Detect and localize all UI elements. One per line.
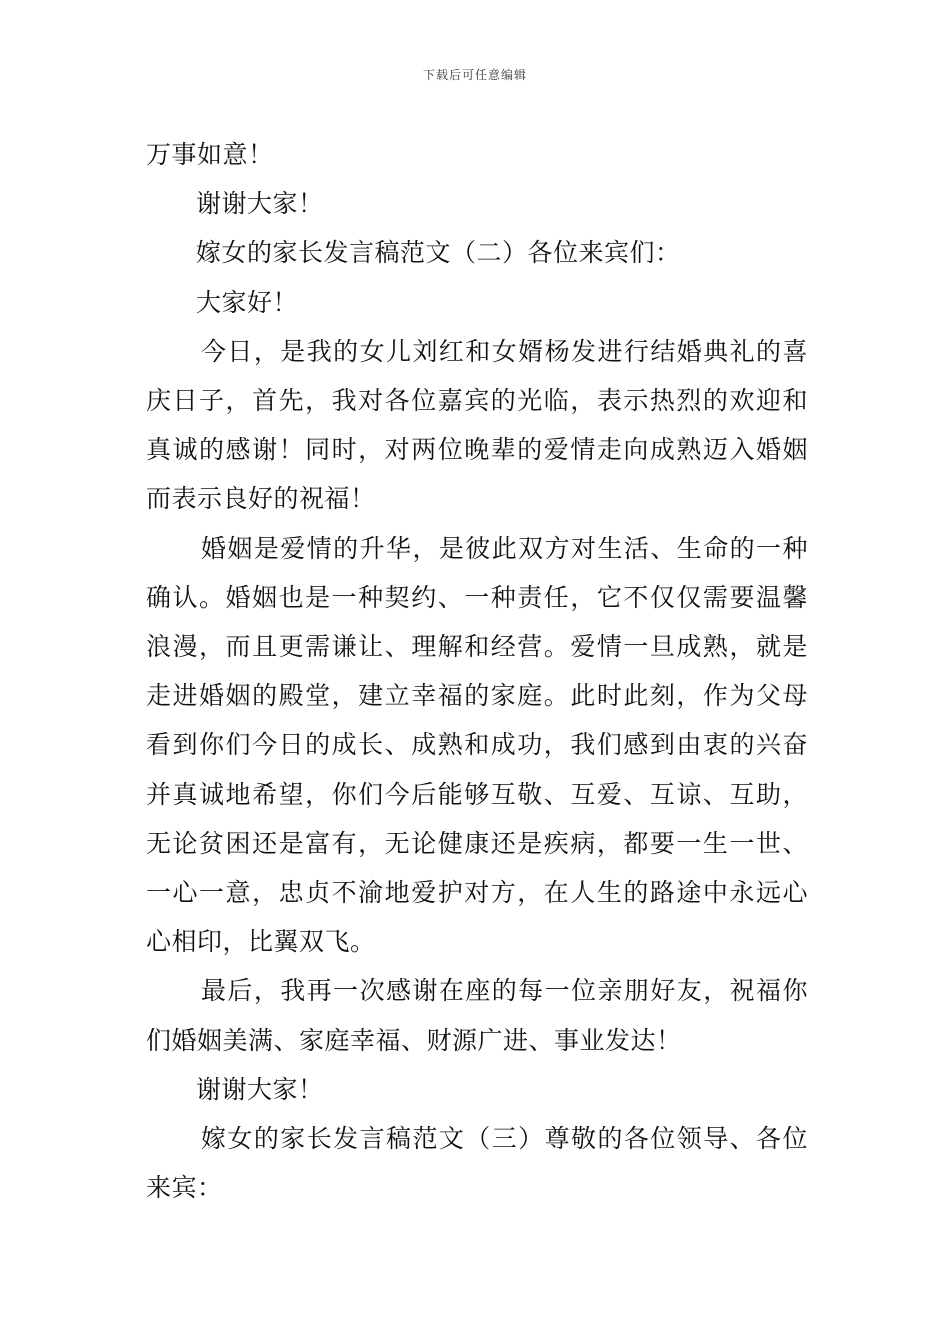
paragraph-final-thanks: 最后，我再一次感谢在座的每一位亲朋好友，祝福你们婚姻美满、家庭幸福、财源广进、事业发达！	[146, 976, 808, 1055]
paragraph-marriage: 婚姻是爱情的升华，是彼此双方对生活、生命的一种确认。婚姻也是一种契约、一种责任，它不仅仅需要温馨浪漫，而且更需谦让、理解和经营。爱情一旦成熟，就是走进婚姻的殿堂，建立幸福的家庭。此时此刻，作为父母看到你们今日的成长、成熟和成功，我们感到由衷的兴奋并真诚地希望，你们今后能够互敬、互爱、互谅、互助，无论贫困还是富有，无论健康还是疾病，都要一生一世、一心一意，忠贞不渝地爱护对方，在人生的路途中永远心心相印，比翼双飞。	[146, 533, 808, 957]
paragraph-closing-wish: 万事如意！	[146, 140, 274, 169]
paragraph-welcome: 今日，是我的女儿刘红和女婿杨发进行结婚典礼的喜庆日子，首先，我对各位嘉宾的光临，表示热烈的欢迎和真诚的感谢！同时，对两位晚辈的爱情走向成熟迈入婚姻而表示良好的祝福！	[146, 336, 808, 514]
page-header: 下载后可任意编辑	[422, 68, 527, 82]
paragraph-thanks-2: 谢谢大家！	[196, 1074, 324, 1104]
paragraph-section-three-heading: 嫁女的家长发言稿范文（三）尊敬的各位领导、各位来宾：	[146, 1124, 808, 1203]
document-body	[146, 130, 808, 1212]
paragraph-section-two-heading: 嫁女的家长发言稿范文（二）各位来宾们：	[196, 238, 681, 268]
paragraph-thanks: 谢谢大家！	[196, 189, 324, 219]
paragraph-greeting: 大家好！	[196, 287, 299, 317]
